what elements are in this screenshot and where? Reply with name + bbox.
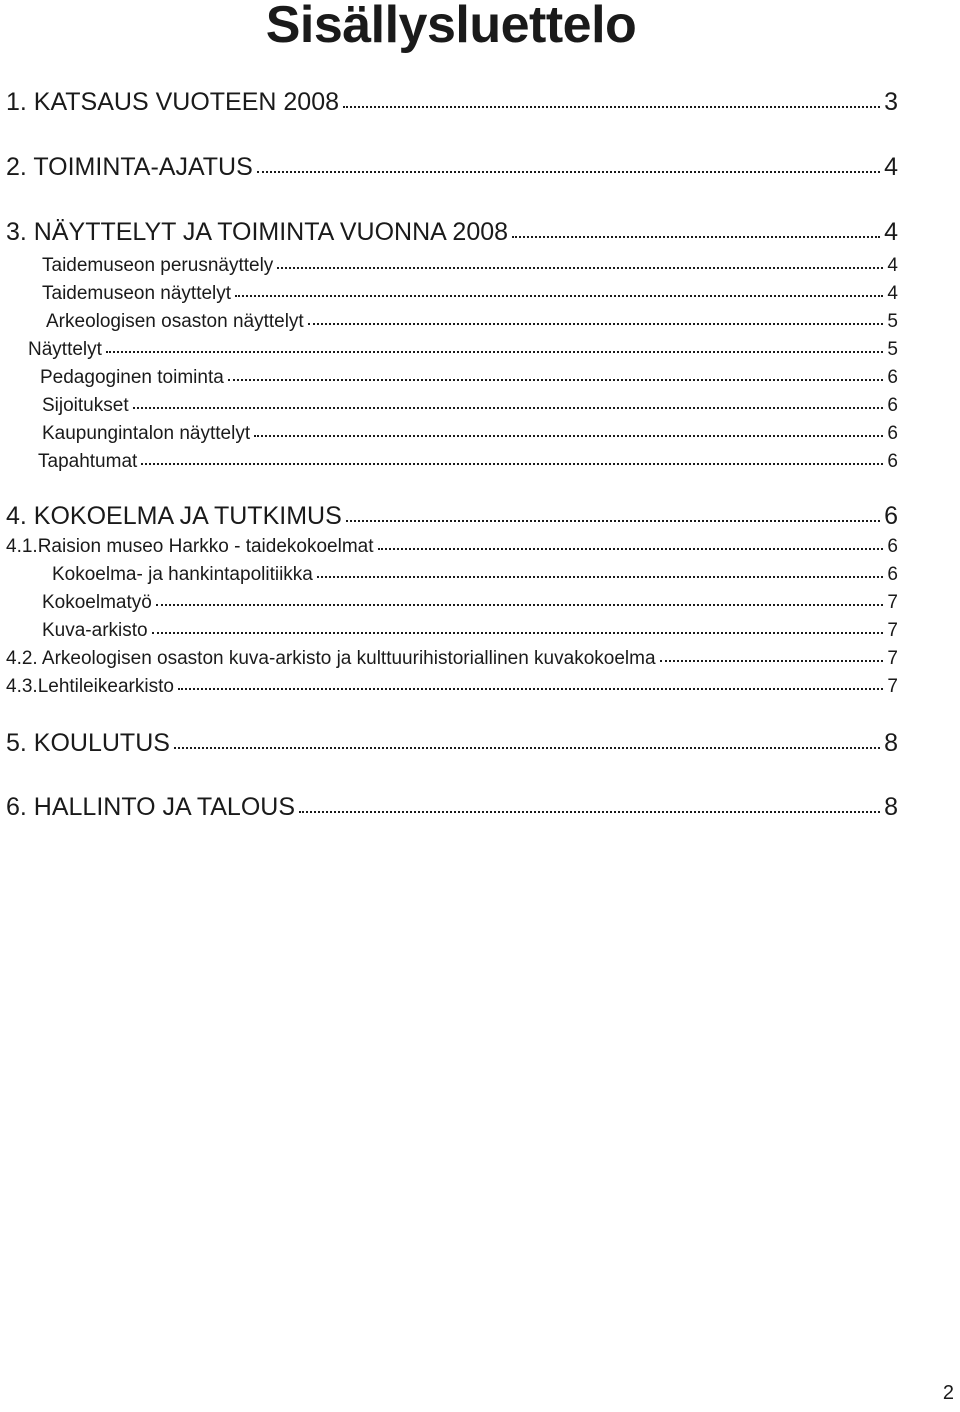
toc-entry-page: 5 [887, 339, 898, 360]
toc-entry[interactable] [42, 255, 898, 277]
toc-entry[interactable] [42, 283, 898, 305]
toc-entry-page: 6 [887, 451, 898, 472]
toc-entry-label: 4.3.Lehtileikearkisto [6, 676, 174, 697]
toc-entry-page: 4 [884, 218, 898, 246]
toc-entry-page: 3 [884, 88, 898, 116]
toc-entry[interactable] [42, 620, 898, 642]
leader-dots [133, 407, 884, 409]
leader-dots [277, 267, 883, 269]
toc-entry-page: 8 [884, 729, 898, 757]
leader-dots [178, 688, 883, 690]
toc-entry-page: 8 [884, 793, 898, 821]
page-number: 2 [942, 1382, 954, 1404]
toc-entry-page: 6 [887, 367, 898, 388]
toc-entry-page: 7 [887, 592, 898, 613]
leader-dots [254, 435, 883, 437]
toc-entry-label: 2. TOIMINTA-AJATUS [6, 153, 253, 181]
leader-dots [228, 379, 884, 381]
toc-entry-label: Kokoelmatyö [42, 592, 152, 613]
toc-entry[interactable] [6, 218, 898, 247]
toc-entry-label: Taidemuseon näyttelyt [42, 283, 232, 304]
leader-dots [512, 236, 880, 238]
toc-entry-page: 6 [887, 423, 898, 444]
toc-entry[interactable] [38, 451, 898, 473]
toc-entry[interactable] [6, 88, 898, 117]
leader-dots [174, 747, 880, 749]
toc-entry-label: Kuva-arkisto [42, 620, 148, 641]
toc-entry-label: Arkeologisen osaston näyttelyt [46, 311, 304, 332]
toc-entry-label: Kaupungintalon näyttelyt [42, 423, 251, 444]
toc-entry-label: 6. HALLINTO JA TALOUS [6, 793, 296, 821]
toc-entry-page: 7 [887, 648, 898, 669]
leader-dots [308, 323, 884, 325]
toc-entry[interactable] [6, 536, 898, 558]
leader-dots [152, 632, 884, 634]
toc-entry[interactable] [28, 339, 898, 361]
leader-dots [235, 295, 883, 297]
toc-entry[interactable] [6, 502, 898, 531]
leader-dots [346, 520, 880, 522]
toc-entry[interactable] [42, 423, 898, 445]
leader-dots [660, 660, 884, 662]
toc-entry-label: Pedagoginen toiminta [40, 367, 224, 388]
toc-entry[interactable] [42, 395, 898, 417]
toc-entry-label: 4.2. Arkeologisen osaston kuva-arkisto ja kulttuurihistoriallinen kuvakokoelma [6, 648, 656, 669]
toc-entry-page: 7 [887, 676, 898, 697]
toc-entry[interactable] [6, 153, 898, 182]
toc-entry-label: Sijoitukset [42, 395, 129, 416]
leader-dots [257, 171, 880, 173]
leader-dots [378, 548, 884, 550]
leader-dots [141, 463, 883, 465]
toc-entry-page: 6 [884, 502, 898, 530]
toc-entry-label: Tapahtumat [38, 451, 138, 472]
leader-dots [106, 351, 884, 353]
toc-entry[interactable] [6, 729, 898, 758]
toc-entry-page: 4 [887, 255, 898, 276]
toc-entry-label: Kokoelma- ja hankintapolitiikka [52, 564, 313, 585]
toc-entry[interactable] [6, 793, 898, 822]
toc-entry-label: Taidemuseon perusnäyttely [42, 255, 274, 276]
toc-entry-label: 1. KATSAUS VUOTEEN 2008 [6, 88, 339, 116]
toc-entry-page: 4 [884, 153, 898, 181]
leader-dots [317, 576, 884, 578]
leader-dots [343, 106, 880, 108]
toc-entry-page: 6 [887, 536, 898, 557]
toc-entry-label: 4. KOKOELMA JA TUTKIMUS [6, 502, 342, 530]
leader-dots [299, 811, 880, 813]
page-title: Sisällysluettelo [265, 0, 637, 54]
toc-entry-label: 3. NÄYTTELYT JA TOIMINTA VUONNA 2008 [6, 218, 509, 246]
toc-entry-page: 4 [887, 283, 898, 304]
toc-entry[interactable] [40, 367, 898, 389]
toc-entry[interactable] [52, 564, 898, 586]
leader-dots [156, 604, 884, 606]
toc-entry-page: 5 [887, 311, 898, 332]
toc-entry-page: 7 [887, 620, 898, 641]
toc-entry-label: 4.1.Raision museo Harkko - taidekokoelmat [6, 536, 374, 557]
toc-entry[interactable] [46, 311, 898, 333]
toc-entry-page: 6 [887, 395, 898, 416]
toc-entry-label: Näyttelyt [28, 339, 102, 360]
toc-entry[interactable] [42, 592, 898, 614]
toc-entry[interactable] [6, 676, 898, 698]
toc-entry-page: 6 [887, 564, 898, 585]
toc-entry[interactable] [6, 648, 898, 670]
toc-entry-label: 5. KOULUTUS [6, 729, 170, 757]
